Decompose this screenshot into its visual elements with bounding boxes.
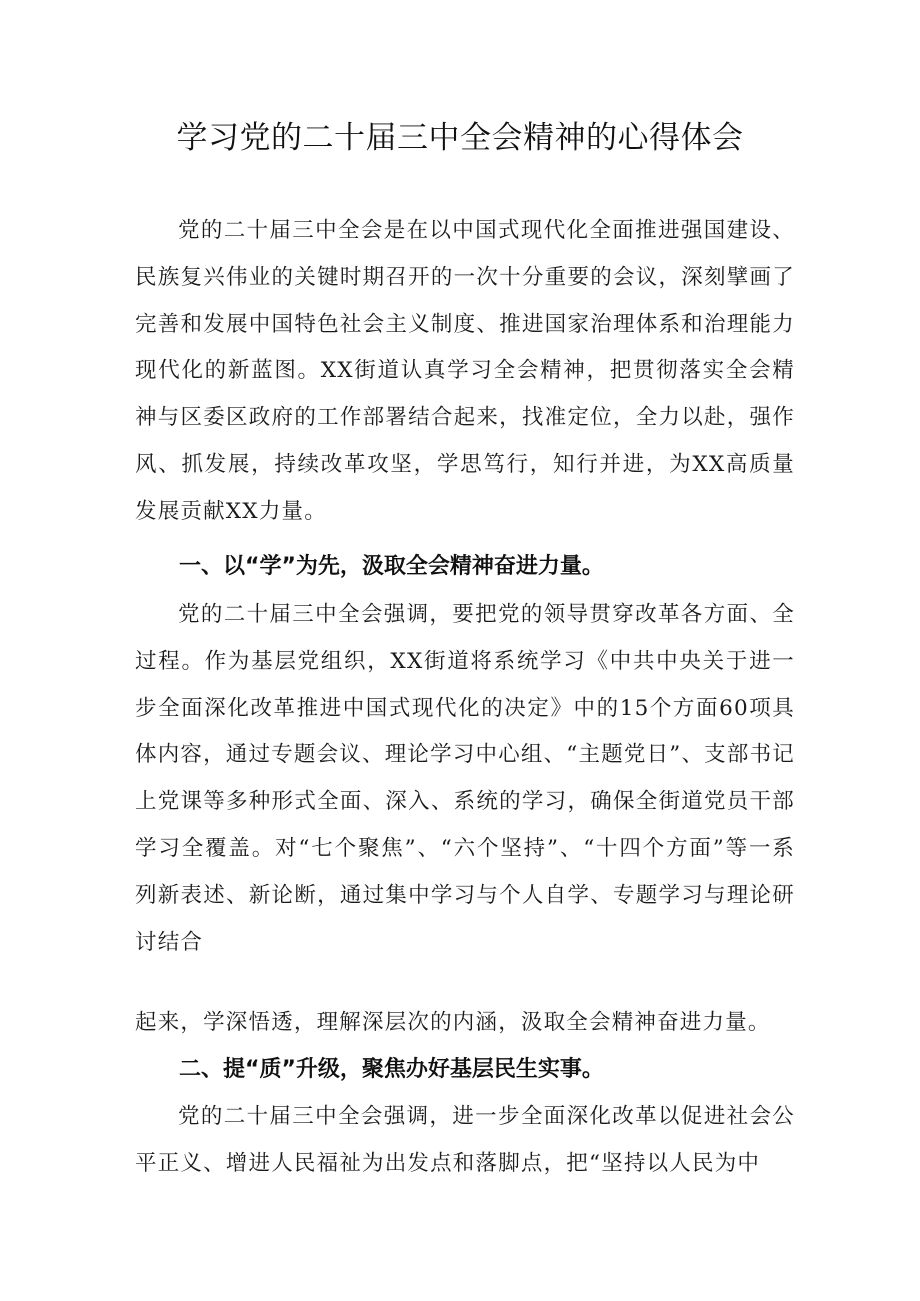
document-title: 学习党的二十届三中全会精神的心得体会 — [176, 120, 744, 156]
paragraph-section-1: 党的二十届三中全会强调，要把党的领导贯穿改革各方面、全过程。作为基层党组织，XX街道将系统学习《中共中央关于进一步全面深化改革推进中国式现代化的决定》中的15个方面60项具体内容，通过专题会议、理论学习中心组、“主题党日”、支部书记上党课等多种形式全面、深入、系统的学习，确保全街道党员干部学习全覆盖。对“七个聚焦”、“六个坚持”、“十四个方面”等一系列新表述、新论断，通过集中学习与个人自学、专题学习与理论研讨结合 — [135, 602, 795, 955]
paragraph-section-1-continued: 起来，学深悟透，理解深层次的内涵，汲取全会精神奋进力量。 — [135, 1010, 771, 1035]
paragraph-section-2: 党的二十届三中全会强调，进一步全面深化改革以促进社会公平正义、增进人民福祉为出发点和落脚点，把“坚持以人民为中 — [135, 1104, 795, 1176]
section-heading-1: 一、以“学”为先，汲取全会精神奋进力量。 — [179, 554, 604, 579]
paragraph-intro: 党的二十届三中全会是在以中国式现代化全面推进强国建设、民族复兴伟业的关键时期召开的一次十分重要的会议，深刻擘画了完善和发展中国特色社会主义制度、推进国家治理体系和治理能力现代化的新蓝图。XX街道认真学习全会精神，把贯彻落实全会精神与区委区政府的工作部署结合起来，找准定位，全力以赴，强作风、抓发展，持续改革攻坚，学思笃行，知行并进，为XX高质量发展贡献XX力量。 — [135, 218, 795, 524]
section-heading-2: 二、提“质”升级，聚焦办好基层民生实事。 — [179, 1057, 604, 1082]
